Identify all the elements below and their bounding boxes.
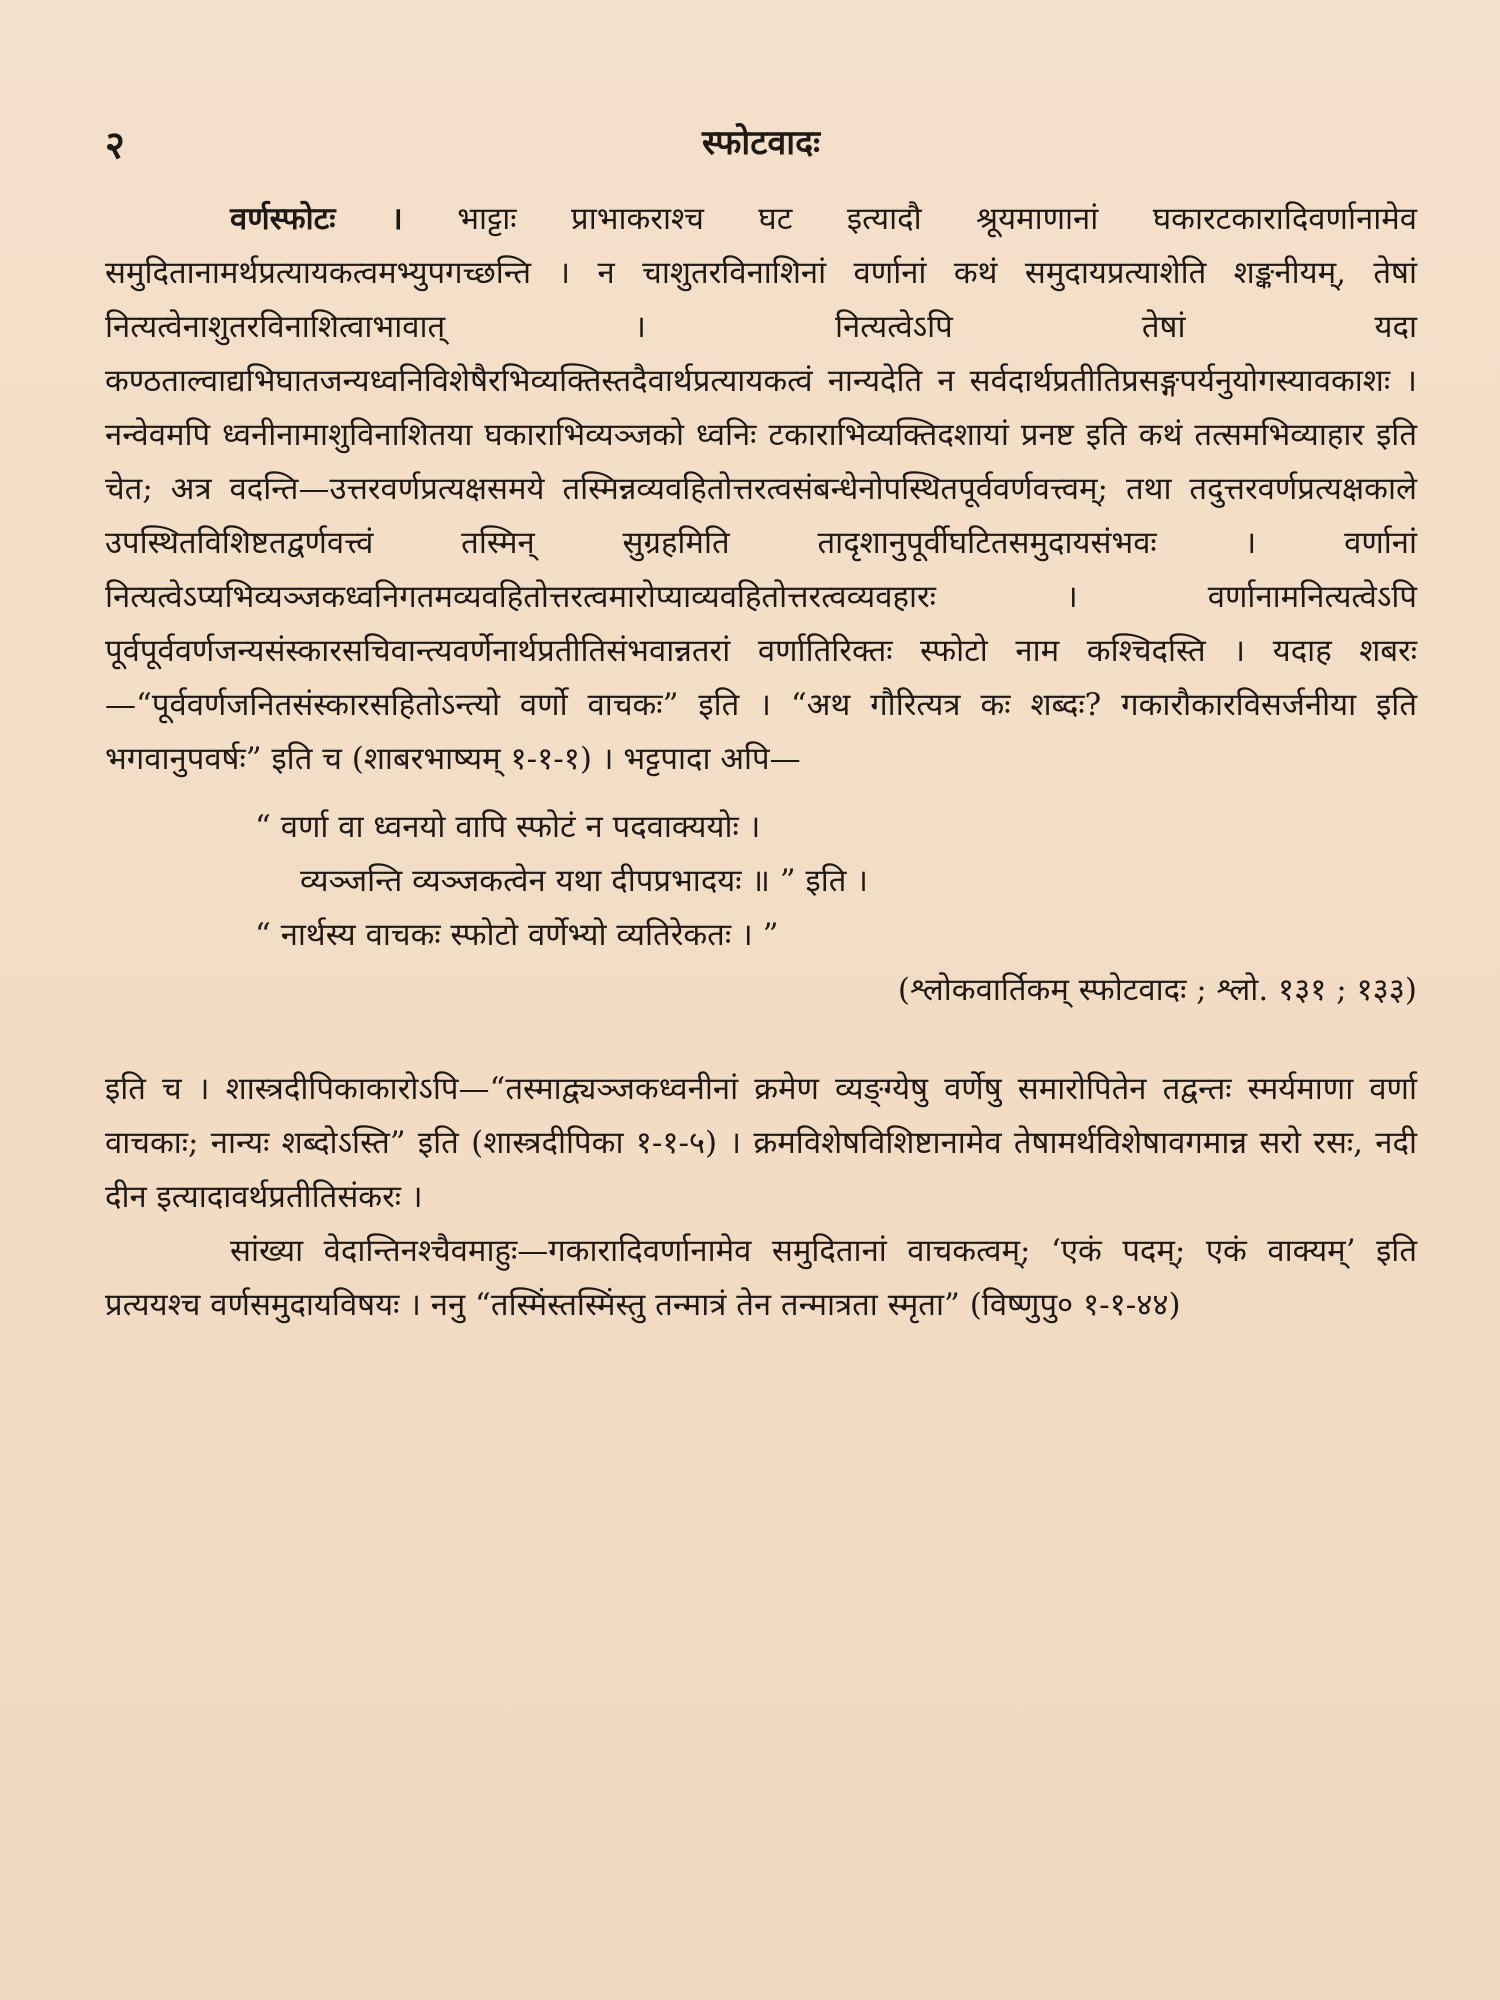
paragraph-shastradipika: इति च । शास्त्रदीपिकाकारोऽपि—“तस्माद्व्यञ्जकध्वनीनां क्रमेण व्यङ्ग्येषु वर्णेषु समारोपितेन तद्वन्तः स्मर्यमाणा वर्णा वाचकाः; नान्यः शब्दोऽस्ति” इति (शास्त्रदीपिका १-१-५) । क्रमविशेषविशिष्टानामेव तेषामर्थविशेषावगमान्न सरो रसः, नदी दीन इत्यादावर्थप्रतीतिसंकरः । [105,1071,1417,1215]
page-body [105,192,1417,1332]
verse-block [255,800,1417,962]
page-number: २ [105,122,125,167]
paragraph-text: भाट्टाः प्राभाकराश्च घट इत्यादौ श्रूयमाणानां घकारटकारादिवर्णानामेव समुदितानामर्थप्रत्यायकत्वमभ्युपगच्छन्ति । न चाशुतरविनाशिनां वर्णानां कथं समुदायप्रत्याशेति शङ्कनीयम्, तेषां नित्यत्वेनाशुतरविनाशित्वाभावात् । नित्यत्वेऽपि तेषां यदा कण्ठताल्वाद्यभिघातजन्यध्वनिविशेषैरभिव्यक्तिस्तदैवार्थप्रत्यायकत्वं नान्यदेति न सर्वदार्थप्रतीतिप्रसङ्गपर्यनुयोगस्यावकाशः । नन्वेवमपि ध्वनीनामाशुविनाशितया घकाराभिव्यञ्जको ध्वनिः टकाराभिव्यक्तिदशायां प्रनष्ट इति कथं तत्समभिव्याहार इति चेत; अत्र वदन्ति—उत्तरवर्णप्रत्यक्षसमये तस्मिन्नव्यवहितोत्तरत्वसंबन्धेनोपस्थितपूर्ववर्णवत्त्वम्; तथा तदुत्तरवर्णप्रत्यक्षकाले उपस्थितविशिष्टतद्वर्णवत्त्वं तस्मिन् सुग्रहमिति तादृशानुपूर्वीघटितसमुदायसंभवः । वर्णानां नित्यत्वेऽप्यभिव्यञ्जकध्वनिगतमव्यवहितोत्तरत्वमारोप्याव्यवहितोत्तरत्वव्यवहारः । वर्णानामनित्यत्वेऽपि पूर्वपूर्ववर्णजन्यसंस्कारसचिवान्त्यवर्णेनार्थप्रतीतिसंभवान्नतरां वर्णातिरिक्तः स्फोटो नाम कश्चिदस्ति । यदाह शबरः—“पूर्ववर्णजनितसंस्कारसहितोऽन्त्यो वर्णो वाचकः” इति । “अथ गौरित्यत्र कः शब्दः? गकारौकारविसर्जनीया इति भगवानुपवर्षः” इति च (शाबरभाष्यम् १-१-१) । भट्टपादा अपि— [105,201,1417,777]
verse-citation: (श्लोकवार्तिकम् स्फोटवादः ; श्लो. १३१ ; १३३) [897,972,1417,1008]
paragraph-varna-sphota [105,192,1417,786]
verse-line: “ वर्णा वा ध्वनयो वापि स्फोटं न पदवाक्ययोः । [255,809,761,845]
section-heading: वर्णस्फोटः । [230,201,403,237]
verse-line: “ नार्थस्य वाचकः स्फोटो वर्णेभ्यो व्यतिरेकतः । ” [255,917,779,953]
paragraph-sankhya-vedanta: सांख्या वेदान्तिनश्चैवमाहुः—गकारादिवर्णानामेव समुदितानां वाचकत्वम्; ‘एकं पदम्; एकं वाक्यम्’ इति प्रत्ययश्च वर्णसमुदायविषयः । ननु “तस्मिंस्तस्मिंस्तु तन्मात्रं तेन तन्मात्रता स्मृता” (विष्णुपु० १-१-४४) [105,1233,1417,1323]
page-header [105,118,1417,168]
verse-line: व्यञ्जन्ति व्यञ्जकत्वेन यथा दीपप्रभादयः ॥ ” इति । [300,863,869,899]
running-title: स्फोटवादः [701,123,820,163]
